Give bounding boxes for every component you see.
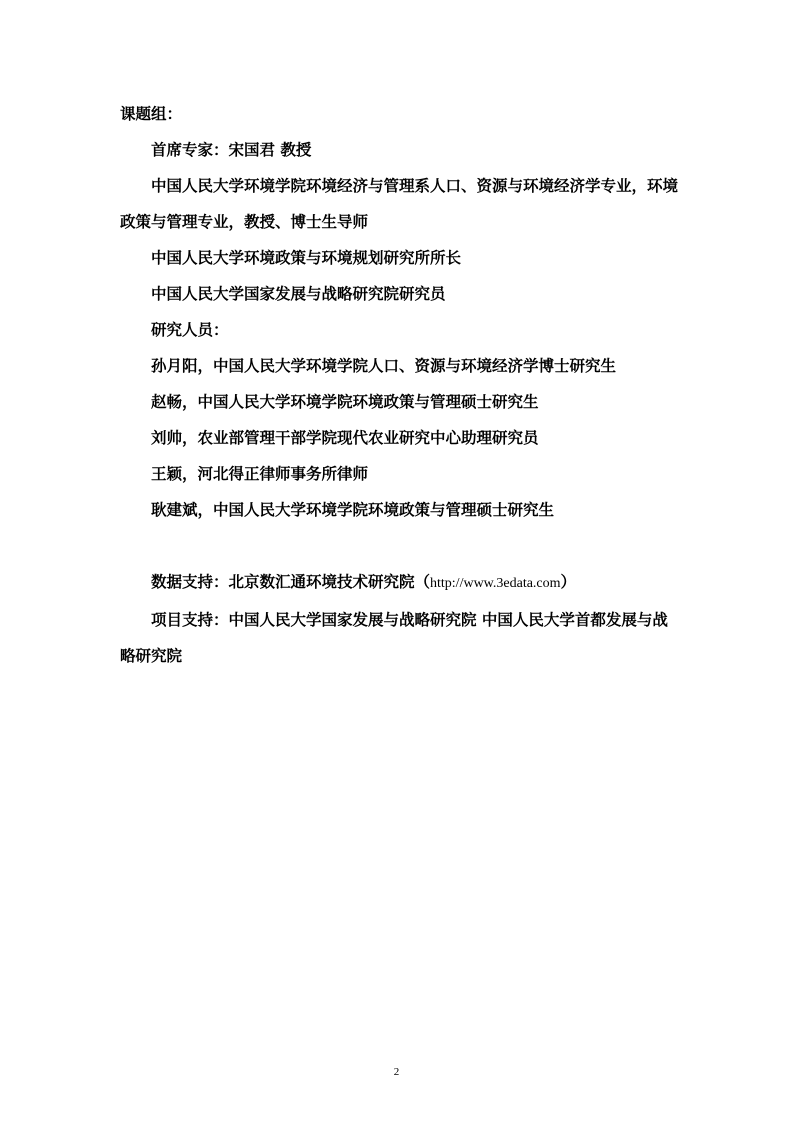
researchers-heading: 研究人员： <box>151 321 229 339</box>
affiliation-line: 中国人民大学国家发展与战略研究院研究员 <box>151 285 446 303</box>
section-heading: 课题组： <box>120 105 183 123</box>
data-support-label: 数据支持：北京数汇通环境技术研究院（ <box>151 573 431 591</box>
researcher-entry: 王颖，河北得正律师事务所律师 <box>151 465 369 483</box>
affiliation-line: 中国人民大学环境学院环境经济与管理系人口、资源与环境经济学专业，环境政策与管理专业，教授、博士生导师 <box>120 177 679 231</box>
spacer <box>120 528 680 564</box>
researcher-entry: 赵畅，中国人民大学环境学院环境政策与管理硕士研究生 <box>151 393 539 411</box>
researcher-entry: 耿建斌，中国人民大学环境学院环境政策与管理硕士研究生 <box>151 501 555 519</box>
researcher-entry: 孙月阳，中国人民大学环境学院人口、资源与环境经济学博士研究生 <box>151 357 617 375</box>
data-support-url[interactable]: http://www.3edata.com <box>430 576 561 591</box>
document-body <box>120 96 680 674</box>
data-support-close: ） <box>560 573 577 591</box>
data-support <box>120 564 680 602</box>
chief-expert: 首席专家：宋国君 教授 <box>151 141 312 159</box>
page-number: 2 <box>393 1066 400 1078</box>
researcher-entry: 刘帅，农业部管理干部学院现代农业研究中心助理研究员 <box>151 429 539 447</box>
project-support: 项目支持：中国人民大学国家发展与战略研究院 中国人民大学首都发展与战略研究院 <box>120 611 668 665</box>
affiliation-line: 中国人民大学环境政策与环境规划研究所所长 <box>151 249 462 267</box>
